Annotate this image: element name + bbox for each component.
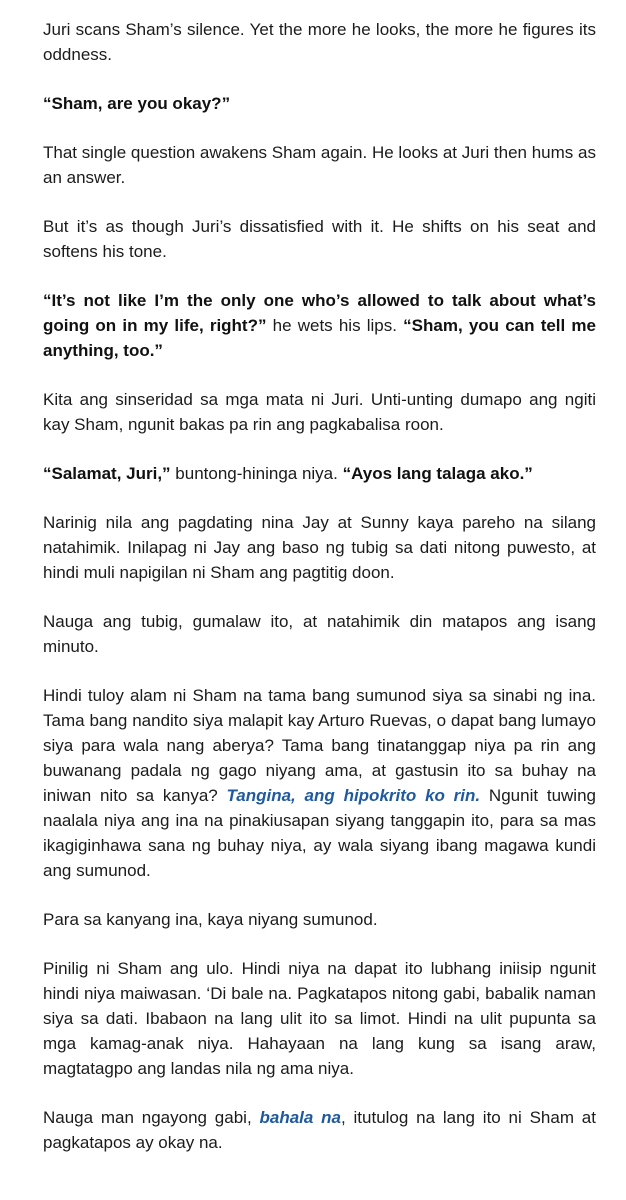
inner-thought-bahala-na: bahala na <box>259 1108 341 1127</box>
paragraph-11 <box>43 907 596 932</box>
paragraph-1-text: Juri scans Sham’s silence. Yet the more he looks, the more he figures its oddness. <box>43 20 596 64</box>
paragraph-13-text-b: , itutulog na lang ito ni Sham at pagkatapos ay okay na. <box>43 1108 596 1152</box>
paragraph-9-text: Nauga ang tubig, gumalaw ito, at natahimik din matapos ang isang minuto. <box>43 612 596 656</box>
paragraph-4 <box>43 214 596 264</box>
dialogue-ayos-lang: “Ayos lang talaga ako.” <box>342 464 533 483</box>
paragraph-11-text: Para sa kanyang ina, kaya niyang sumunod. <box>43 910 378 929</box>
dialogue-tell-me-anything: “Sham, you can tell me anything, too.” <box>43 316 596 360</box>
paragraph-13 <box>43 1105 596 1155</box>
paragraph-8 <box>43 510 596 585</box>
narration-buntong-hininga: buntong-hininga niya. <box>170 464 343 483</box>
paragraph-10-text-a: Hindi tuloy alam ni Sham na tama bang sumunod siya sa sinabi ng ina. Tama bang nandito siya malapit kay Arturo Ruevas, o dapat bang lumayo siya para wala nang aberya? Tama bang tinatanggap niya pa rin ang buwanang padala ng gago niyang ama, at gastusin ito sa buhay na iniwan nito sa kanya? <box>43 686 596 805</box>
paragraph-5 <box>43 288 596 363</box>
paragraph-12 <box>43 956 596 1081</box>
narration-wets-lips: he wets his lips. <box>266 316 404 335</box>
paragraph-1 <box>43 17 596 67</box>
paragraph-7 <box>43 461 596 486</box>
dialogue-sham-okay: “Sham, are you okay?” <box>43 94 231 113</box>
paragraph-9 <box>43 609 596 659</box>
paragraph-10 <box>43 683 596 883</box>
paragraph-12-text: Pinilig ni Sham ang ulo. Hindi niya na dapat ito lubhang iniisip ngunit hindi niya maiwasan. ‘Di bale na. Pagkatapos nitong gabi, babalik naman siya sa dati. Ibabaon na lang ulit ito sa limot. Hindi na ulit pupunta sa mga kamag-anak niya. Hahayaan na lang kung sa isang araw, magtatagpo ang landas nila ng ama niya. <box>43 959 596 1078</box>
paragraph-3-text: That single question awakens Sham again. He looks at Juri then hums as an answer. <box>43 143 596 187</box>
paragraph-6 <box>43 387 596 437</box>
paragraph-6-text: Kita ang sinseridad sa mga mata ni Juri. Unti-unting dumapo ang ngiti kay Sham, ngunit bakas pa rin ang pagkabalisa roon. <box>43 390 596 434</box>
paragraph-8-text: Narinig nila ang pagdating nina Jay at Sunny kaya pareho na silang natahimik. Inilapag ni Jay ang baso ng tubig sa dati nitong puwesto, at hindi muli napigilan ni Sham ang pagtitig doon. <box>43 513 596 582</box>
paragraph-2 <box>43 91 596 116</box>
paragraph-3 <box>43 140 596 190</box>
paragraph-10-text-b: Ngunit tuwing naalala niya ang ina na pinakiusapan siyang tanggapin ito, para sa mas ikagiginhawa sana ng buhay niya, ay wala siyang ibang magawa kundi ang sumunod. <box>43 786 596 880</box>
paragraph-13-text-a: Nauga man ngayong gabi, <box>43 1108 260 1127</box>
dialogue-salamat: “Salamat, Juri,” <box>43 464 171 483</box>
paragraph-4-text: But it’s as though Juri’s dissatisfied with it. He shifts on his seat and softens his tone. <box>43 217 596 261</box>
inner-thought-tangina: Tangina, ang hipokrito ko rin. <box>226 786 481 805</box>
dialogue-not-only-one: “It’s not like I’m the only one who’s allowed to talk about what’s going on in my life, right?” <box>43 291 596 335</box>
